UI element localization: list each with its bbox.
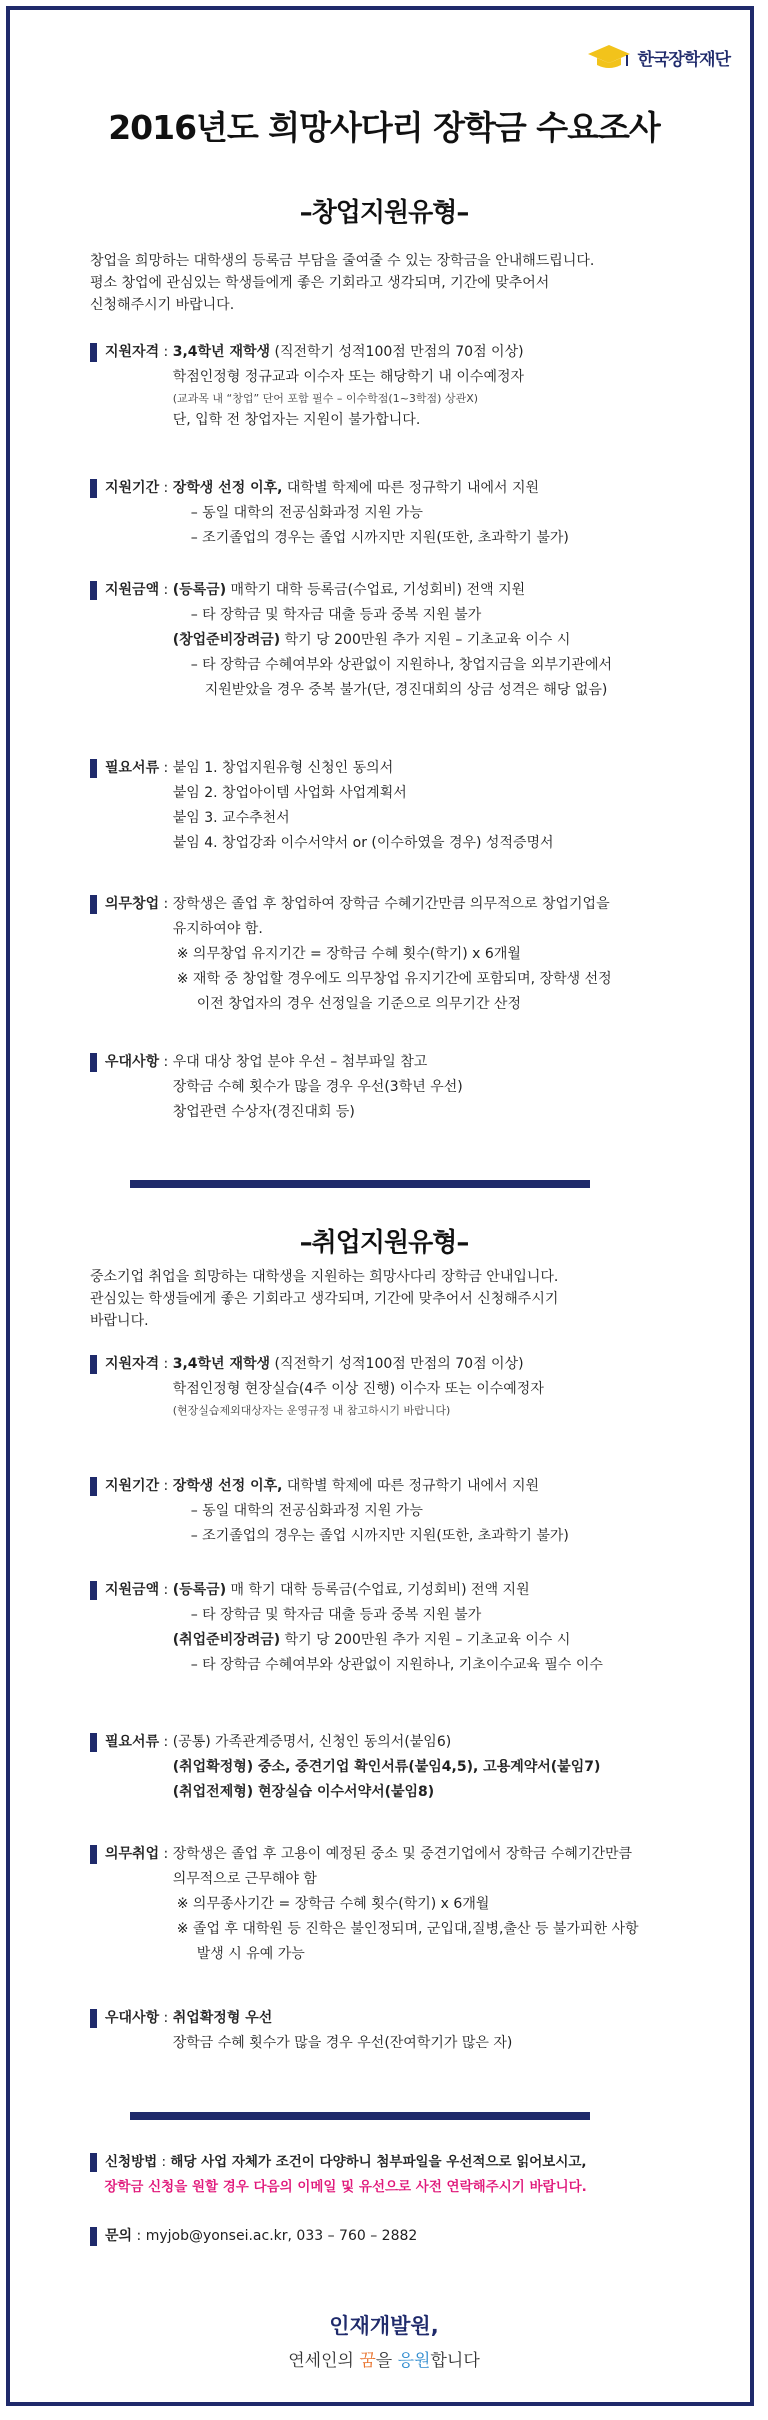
startup-intro-line: 평소 창업에 관심있는 학생들에게 좋은 기회라고 생각되며, 기간에 맞추어서 (90, 275, 550, 291)
item-label: 지원기간 (105, 1478, 160, 1494)
startup-intro-line: 창업을 희망하는 대학생의 등록금 부담을 줄여줄 수 있는 장학금을 안내해드립니다. (90, 253, 595, 269)
period-text: 대학별 학제에 따른 정규학기 내에서 지원 (282, 1478, 540, 1494)
amount-text: – 타 장학금 수혜여부와 상관없이 지원하나, 창업지금을 외부기관에서 (190, 657, 613, 673)
item-label: 지원기간 (105, 480, 160, 496)
apply-text: 해당 사업 자체가 조건이 다양하니 첨부파일을 우선적으로 읽어보시고, (170, 2154, 587, 2170)
qualification-note: (현장실습제외대상자는 운영규정 내 참고하시기 바랍니다) (172, 1404, 451, 1417)
duty-note: 발생 시 유예 가능 (196, 1946, 305, 1962)
amount-text: 학기 당 200만원 추가 지원 – 기초교육 이수 시 (280, 1632, 571, 1648)
contact-value: myjob@yonsei.ac.kr, 033 – 760 – 2882 (145, 2228, 418, 2244)
item-label: 필요서류 (105, 760, 160, 776)
bullet-bar (90, 1733, 97, 1752)
qualification-text: (직전학기 성적100점 만점의 70점 이상) (270, 344, 524, 360)
period-bold: 장학생 선정 이후, (172, 1478, 283, 1494)
item-label: 문의 (105, 2228, 133, 2244)
period-text: – 동일 대학의 전공심화과정 지원 가능 (190, 1503, 423, 1519)
slogan-part: 연세인의 (288, 2351, 360, 2371)
document-item: 붙임 4. 창업강좌 이수서약서 or (이수하였을 경우) 성적증명서 (172, 835, 554, 851)
item-label: 지원자격 (105, 1356, 160, 1372)
job-amount: 지원금액 : (등록금) 매 학기 대학 등록금(수업료, 기성회비) 전액 지원 – 타 장학금 및 학자금 대출 등과 중복 지원 불가 (취업준비장려금) 학기 당 200만원 추가 지원 – 기초교육 이수 시 – 타 장학금 수혜여부와 상관없이 지원하나, 기초이수교육 필수 이수 (90, 1578, 730, 1678)
item-label: 우대사항 (105, 1054, 160, 1070)
bullet-bar (90, 895, 97, 914)
amount-bold: (등록금) (172, 1582, 227, 1598)
document-item: 붙임 3. 교수추천서 (172, 810, 290, 826)
bullet-bar (90, 343, 97, 362)
bullet-bar (90, 2153, 97, 2172)
bullet-bar (90, 1845, 97, 1864)
qualification-text: 학점인정형 현장실습(4주 이상 진행) 이수자 또는 이수예정자 (172, 1381, 544, 1397)
preference-text: 취업확정형 우선 (172, 2010, 273, 2026)
bullet-bar (90, 2227, 97, 2246)
bullet-bar (90, 1053, 97, 1072)
duty-text: 의무적으로 근무해야 함 (172, 1871, 317, 1887)
period-text: 대학별 학제에 따른 정규학기 내에서 지원 (282, 480, 540, 496)
graduation-cap-icon (587, 44, 631, 70)
job-intro (90, 1266, 690, 1332)
item-label: 필요서류 (105, 1734, 160, 1750)
duty-text: 장학생은 졸업 후 고용이 예정된 중소 및 중견기업에서 장학금 수혜기간만큼 (172, 1846, 633, 1862)
amount-text: 학기 당 200만원 추가 지원 – 기초교육 이수 시 (280, 632, 571, 648)
qualification-text: (직전학기 성적100점 만점의 70점 이상) (270, 1356, 524, 1372)
duty-note: ※ 재학 중 창업할 경우에도 의무창업 유지기간에 포함되며, 장학생 선정 (176, 971, 612, 987)
preference-text: 장학금 수혜 횟수가 많을 경우 우선(3학년 우선) (172, 1079, 463, 1095)
startup-intro (90, 250, 690, 316)
preference-text: 창업관련 수상자(경진대회 등) (172, 1104, 355, 1120)
document-item: (공통) 가족관계증명서, 신청인 동의서(붙임6) (172, 1734, 452, 1750)
document-item: 붙임 2. 창업아이템 사업화 사업계획서 (172, 785, 407, 801)
bullet-bar (90, 1581, 97, 1600)
startup-preference: 우대사항 : 우대 대상 창업 분야 우선 – 첨부파일 참고 장학금 수혜 횟수가 많을 경우 우선(3학년 우선) 창업관련 수상자(경진대회 등) (90, 1050, 730, 1125)
section-divider (130, 2112, 590, 2120)
job-documents: 필요서류 : (공통) 가족관계증명서, 신청인 동의서(붙임6) (취업확정형) 중소, 중견기업 확인서류(붙임4,5), 고용계약서(붙임7) (취업전제형) 현장실습 이수서약서(붙임8) (90, 1730, 730, 1805)
section-divider (130, 1180, 590, 1188)
amount-text: 매 학기 대학 등록금(수업료, 기성회비) 전액 지원 (226, 1582, 530, 1598)
item-label: 의무창업 (105, 896, 160, 912)
item-label: 지원금액 (105, 582, 160, 598)
amount-text: – 타 장학금 및 학자금 대출 등과 중복 지원 불가 (190, 1607, 482, 1623)
logo-text: 한국장학재단 (637, 49, 730, 70)
amount-text: 매학기 대학 등록금(수업료, 기성회비) 전액 지원 (226, 582, 526, 598)
slogan-cheer: 응원 (397, 2351, 431, 2371)
job-qualification: 지원자격 : 3,4학년 재학생 (직전학기 성적100점 만점의 70점 이상) 학점인정형 현장실습(4주 이상 진행) 이수자 또는 이수예정자 (현장실습제외대상자는 운영규정 내 참고하시기 바랍니다) (90, 1352, 730, 1420)
duty-text: 유지하여야 함. (172, 921, 263, 937)
duty-text: 장학생은 졸업 후 창업하여 장학금 수혜기간만큼 의무적으로 창업기업을 (172, 896, 610, 912)
job-period: 지원기간 : 장학생 선정 이후, 대학별 학제에 따른 정규학기 내에서 지원 – 동일 대학의 전공심화과정 지원 가능 – 조기졸업의 경우는 졸업 시까지만 지원(또한, 초과학기 불가) (90, 1474, 730, 1549)
qualification-note: (교과목 내 “창업” 단어 포함 필수 – 이수학점(1~3학점) 상관X) (172, 392, 479, 405)
job-duty: 의무취업 : 장학생은 졸업 후 고용이 예정된 중소 및 중견기업에서 장학금 수혜기간만큼 의무적으로 근무해야 함 ※ 의무종사기간 = 장학금 수혜 횟수(학기) x 6개월 ※ 졸업 후 대학원 등 진학은 불인정되며, 군입대,질병,출산 등 불가피한 사항 발생 시 유예 가능 (90, 1842, 730, 1967)
qualification-bold: 3,4학년 재학생 (172, 1356, 271, 1372)
apply-method: 신청방법 : 해당 사업 자체가 조건이 다양하니 첨부파일을 우선적으로 읽어보시고, 장학금 신청을 원할 경우 다음의 이메일 및 유선으로 사전 연락해주시기 바랍니다. (90, 2150, 730, 2200)
job-section-title: –취업지원유형– (299, 1228, 469, 1258)
job-preference: 우대사항 : 취업확정형 우선 장학금 수혜 횟수가 많을 경우 우선(잔여학기가 많은 자) (90, 2006, 730, 2056)
item-label: 신청방법 (105, 2154, 158, 2170)
startup-duty: 의무창업 : 장학생은 졸업 후 창업하여 장학금 수혜기간만큼 의무적으로 창업기업을 유지하여야 함. ※ 의무창업 유지기간 = 장학금 수혜 횟수(학기) x 6개월 ※ 재학 중 창업할 경우에도 의무창업 유지기간에 포함되며, 장학생 선정 이전 창업자의 경우 선정일을 기준으로 의무기간 산정 (90, 892, 730, 1017)
page-frame (6, 6, 754, 2406)
apply-highlight: 장학금 신청을 원할 경우 다음의 이메일 및 유선으로 사전 연락해주시기 바랍니다. (104, 2179, 587, 2195)
slogan-dream: 꿈 (359, 2351, 376, 2371)
period-text: – 조기졸업의 경우는 졸업 시까지만 지원(또한, 초과학기 불가) (190, 530, 569, 546)
footer-org: 인재개발원, (329, 2314, 439, 2338)
period-text: – 동일 대학의 전공심화과정 지원 가능 (190, 505, 423, 521)
document-item: 붙임 1. 창업지원유형 신청인 동의서 (172, 760, 394, 776)
job-intro-line: 바랍니다. (90, 1313, 149, 1329)
duty-note: 이전 창업자의 경우 선정일을 기준으로 의무기간 산정 (196, 996, 521, 1012)
startup-amount: 지원금액 : (등록금) 매학기 대학 등록금(수업료, 기성회비) 전액 지원 – 타 장학금 및 학자금 대출 등과 중복 지원 불가 (창업준비장려금) 학기 당 200만원 추가 지원 – 기초교육 이수 시 – 타 장학금 수혜여부와 상관없이 지원하나, 창업지금을 외부기관에서 지원받았을 경우 중복 불가(단, 경진대회의 상금 성격은 해당 없음) (90, 578, 730, 703)
contact-info: 문의 : myjob@yonsei.ac.kr, 033 – 760 – 2882 (90, 2224, 730, 2249)
qualification-bold: 3,4학년 재학생 (172, 344, 271, 360)
footer-slogan (10, 2346, 758, 2371)
document-item: (취업전제형) 현장실습 이수서약서(붙임8) (172, 1784, 435, 1800)
amount-text: 지원받았을 경우 중복 불가(단, 경진대회의 상금 성격은 해당 없음) (204, 682, 608, 698)
item-label: 지원금액 (105, 1582, 160, 1598)
job-intro-line: 관심있는 학생들에게 좋은 기회라고 생각되며, 기간에 맞추어서 신청해주시기 (90, 1291, 559, 1307)
document-item: (취업확정형) 중소, 중견기업 확인서류(붙임4,5), 고용계약서(붙임7) (172, 1759, 601, 1775)
amount-bold: (창업준비장려금) (172, 632, 281, 648)
bullet-bar (90, 479, 97, 498)
period-bold: 장학생 선정 이후, (172, 480, 283, 496)
logo (587, 44, 730, 70)
qualification-text: 학점인정형 정규교과 이수자 또는 해당학기 내 이수예정자 (172, 369, 525, 385)
startup-qualification: 지원자격 : 3,4학년 재학생 (직전학기 성적100점 만점의 70점 이상) 학점인정형 정규교과 이수자 또는 해당학기 내 이수예정자 (교과목 내 “창업” 단어 포함 필수 – 이수학점(1~3학점) 상관X) 단, 입학 전 창업자는 지원이 불가합니다. (90, 340, 730, 433)
amount-bold: (취업준비장려금) (172, 1632, 281, 1648)
bullet-bar (90, 581, 97, 600)
qualification-text: 단, 입학 전 창업자는 지원이 불가합니다. (172, 412, 421, 428)
item-label: 의무취업 (105, 1846, 160, 1862)
amount-bold: (등록금) (172, 582, 227, 598)
startup-intro-line: 신청해주시기 바랍니다. (90, 297, 235, 313)
item-label: 우대사항 (105, 2010, 160, 2026)
duty-note: ※ 졸업 후 대학원 등 진학은 불인정되며, 군입대,질병,출산 등 불가피한 사항 (176, 1921, 639, 1937)
item-label: 지원자격 (105, 344, 160, 360)
startup-documents: 필요서류 : 붙임 1. 창업지원유형 신청인 동의서 붙임 2. 창업아이템 사업화 사업계획서 붙임 3. 교수추천서 붙임 4. 창업강좌 이수서약서 or (이수하였을 경우) 성적증명서 (90, 756, 730, 856)
amount-text: – 타 장학금 수혜여부와 상관없이 지원하나, 기초이수교육 필수 이수 (190, 1657, 603, 1673)
startup-period: 지원기간 : 장학생 선정 이후, 대학별 학제에 따른 정규학기 내에서 지원 – 동일 대학의 전공심화과정 지원 가능 – 조기졸업의 경우는 졸업 시까지만 지원(또한, 초과학기 불가) (90, 476, 730, 551)
job-intro-line: 중소기업 취업을 희망하는 대학생을 지원하는 희망사다리 장학금 안내입니다. (90, 1269, 559, 1285)
bullet-bar (90, 1477, 97, 1496)
duty-note: ※ 의무종사기간 = 장학금 수혜 횟수(학기) x 6개월 (176, 1896, 490, 1912)
startup-section-title: –창업지원유형– (299, 198, 469, 228)
duty-note: ※ 의무창업 유지기간 = 장학금 수혜 횟수(학기) x 6개월 (176, 946, 521, 962)
bullet-bar (90, 1355, 97, 1374)
slogan-part: 을 (375, 2351, 398, 2371)
amount-text: – 타 장학금 및 학자금 대출 등과 중복 지원 불가 (190, 607, 482, 623)
preference-text: 장학금 수혜 횟수가 많을 경우 우선(잔여학기가 많은 자) (172, 2035, 513, 2051)
page-title: 2016년도 희망사다리 장학금 수요조사 (108, 108, 660, 147)
slogan-part: 합니다 (430, 2351, 480, 2371)
preference-text: 우대 대상 창업 분야 우선 – 첨부파일 참고 (172, 1054, 428, 1070)
bullet-bar (90, 2009, 97, 2028)
period-text: – 조기졸업의 경우는 졸업 시까지만 지원(또한, 초과학기 불가) (190, 1528, 569, 1544)
bullet-bar (90, 759, 97, 778)
